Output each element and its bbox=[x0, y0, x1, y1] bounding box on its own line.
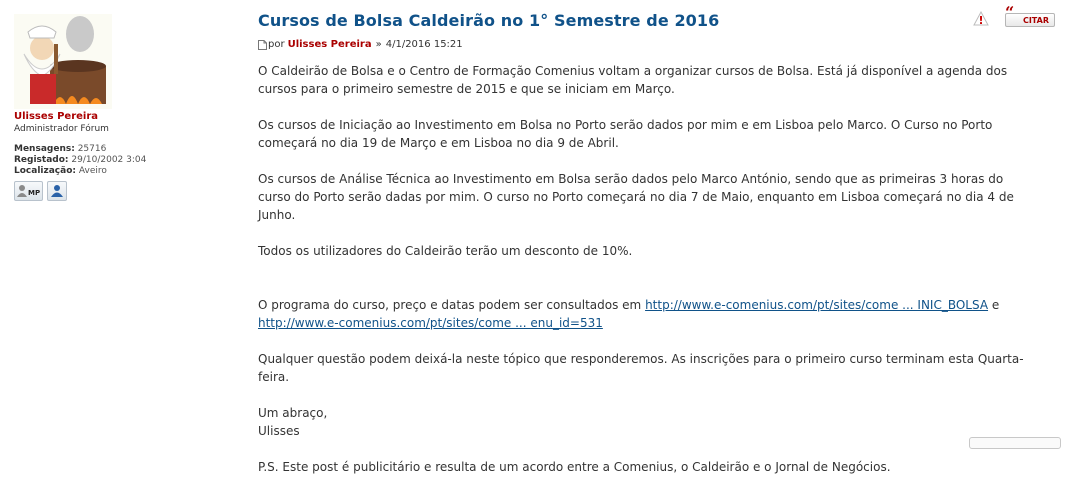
avatar-image[interactable] bbox=[14, 14, 112, 109]
post-signature bbox=[258, 404, 1038, 440]
post-paragraph: Os cursos de Análise Técnica ao Investimento em Bolsa serão dados pelo Marco António, sendo que as primeiras 3 horas do curso do Porto serão dadas por mim. O curso no Porto começará no dia 7 de Maio, enquanto em Lisboa começará no dia 4 de Junho. bbox=[258, 172, 1014, 222]
posts-label: Mensagens: bbox=[14, 144, 75, 154]
quote-label: CITAR bbox=[1022, 16, 1049, 25]
user-button[interactable] bbox=[47, 181, 67, 201]
post-title[interactable]: Cursos de Bolsa Caldeirão no 1° Semestre de 2016 bbox=[258, 11, 720, 30]
links-conjunction: e bbox=[988, 298, 1000, 312]
profile-location bbox=[14, 166, 214, 177]
svg-text:!: ! bbox=[978, 14, 984, 27]
links-intro: O programa do curso, preço e datas podem ser consultados em bbox=[258, 298, 646, 312]
post-paragraph: Qualquer questão podem deixá-la neste tópico que responderemos. As inscrições para o primeiro curso terminam esta Quarta-feira. bbox=[258, 352, 1024, 384]
post-paragraph: O Caldeirão de Bolsa e o Centro de Formação Comenius voltam a organizar cursos de Bolsa. Está já disponível a agenda dos cursos para o primeiro semestre de 2015 e que se iniciam em Março. bbox=[258, 64, 1008, 96]
date-separator: » bbox=[375, 39, 382, 50]
signature-line-2: Ulisses bbox=[258, 424, 300, 438]
profile-rank: Administrador Fórum bbox=[14, 124, 109, 134]
profile-joined bbox=[14, 155, 214, 166]
post-by-label: por bbox=[268, 39, 285, 50]
quote-button[interactable] bbox=[1005, 3, 1055, 27]
pm-label: MP bbox=[27, 189, 40, 197]
author-profile bbox=[14, 14, 214, 201]
post-body bbox=[258, 62, 1038, 494]
location-label: Localização: bbox=[14, 166, 76, 176]
post-meta bbox=[258, 39, 463, 50]
user-icon bbox=[50, 184, 64, 198]
pm-button[interactable] bbox=[14, 181, 43, 201]
location-value: Aveiro bbox=[78, 166, 107, 176]
report-icon[interactable] bbox=[973, 11, 989, 27]
program-link-1[interactable]: http://www.e-comenius.com/pt/sites/come ... INIC_BOLSA bbox=[645, 298, 989, 312]
profile-buttons bbox=[14, 181, 214, 201]
bottom-action-box[interactable] bbox=[969, 437, 1061, 449]
post-date: 4/1/2016 15:21 bbox=[385, 39, 463, 50]
post-paragraph-links bbox=[258, 296, 1038, 332]
quote-icon: “ bbox=[1005, 3, 1015, 22]
post-author[interactable]: Ulisses Pereira bbox=[287, 39, 372, 50]
joined-value: 29/10/2002 3:04 bbox=[71, 155, 147, 165]
post-ps: P.S. Este post é publicitário e resulta de um acordo entre a Comenius, o Caldeirão e o Jornal de Negócios. bbox=[258, 460, 891, 474]
posts-value: 25716 bbox=[77, 144, 107, 154]
post-icon[interactable] bbox=[258, 40, 267, 50]
profile-posts bbox=[14, 144, 214, 155]
post-paragraph: Todos os utilizadores do Caldeirão terão um desconto de 10%. bbox=[258, 244, 633, 258]
pm-icon bbox=[17, 184, 41, 198]
joined-label: Registado: bbox=[14, 155, 69, 165]
post-paragraph: Os cursos de Iniciação ao Investimento em Bolsa no Porto serão dados por mim e em Lisboa pelo Marco. O Curso no Porto começará no dia 19 de Março e em Lisboa no dia 9 de Abril. bbox=[258, 118, 993, 150]
signature-line-1: Um abraço, bbox=[258, 406, 328, 420]
profile-username[interactable]: Ulisses Pereira bbox=[14, 111, 99, 122]
program-link-2[interactable]: http://www.e-comenius.com/pt/sites/come ... enu_id=531 bbox=[258, 316, 603, 330]
